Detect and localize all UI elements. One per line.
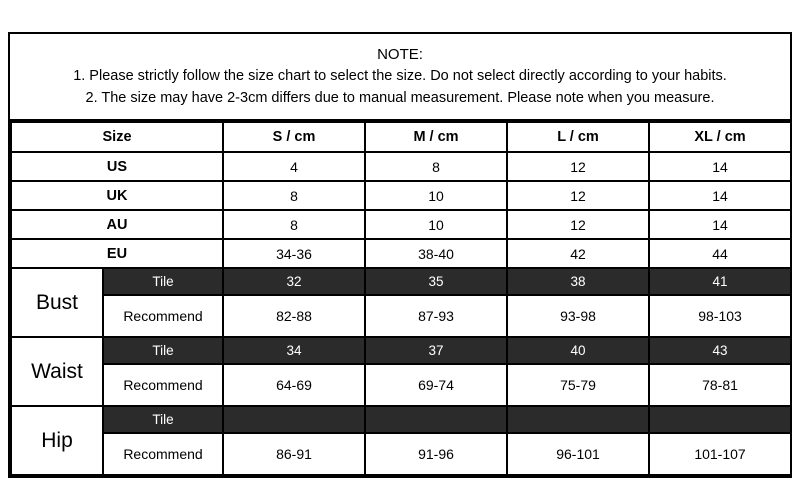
tile-waist-xl: 43 (649, 337, 791, 364)
note-line-1: 1. Please strictly follow the size chart to select the size. Do not select directly according to your habits. (73, 68, 727, 84)
table-row (11, 406, 791, 433)
recommend-waist-s: 64-69 (223, 364, 365, 406)
row-label-au: AU (11, 210, 223, 239)
tile-bust-s: 32 (223, 268, 365, 295)
cell-us-s: 4 (223, 152, 365, 181)
tile-waist-m: 37 (365, 337, 507, 364)
size-chart-table (10, 121, 792, 476)
tile-bust-xl: 41 (649, 268, 791, 295)
cell-au-s: 8 (223, 210, 365, 239)
cell-au-m: 10 (365, 210, 507, 239)
row-label-eu: EU (11, 239, 223, 268)
group-label-hip: Hip (11, 406, 103, 475)
tile-label-bust: Tile (103, 268, 223, 295)
tile-hip-s (223, 406, 365, 433)
header-xl: XL / cm (649, 122, 791, 152)
table-header-row (11, 122, 791, 152)
tile-bust-m: 35 (365, 268, 507, 295)
header-l: L / cm (507, 122, 649, 152)
table-row (11, 433, 791, 475)
recommend-label-waist: Recommend (103, 364, 223, 406)
table-row (11, 152, 791, 181)
recommend-bust-xl: 98-103 (649, 295, 791, 337)
cell-eu-l: 42 (507, 239, 649, 268)
table-row (11, 364, 791, 406)
tile-waist-l: 40 (507, 337, 649, 364)
cell-uk-s: 8 (223, 181, 365, 210)
recommend-hip-xl: 101-107 (649, 433, 791, 475)
cell-au-l: 12 (507, 210, 649, 239)
cell-uk-m: 10 (365, 181, 507, 210)
recommend-waist-xl: 78-81 (649, 364, 791, 406)
recommend-hip-l: 96-101 (507, 433, 649, 475)
header-s: S / cm (223, 122, 365, 152)
row-label-uk: UK (11, 181, 223, 210)
group-label-waist: Waist (11, 337, 103, 406)
row-label-us: US (11, 152, 223, 181)
recommend-hip-m: 91-96 (365, 433, 507, 475)
recommend-label-hip: Recommend (103, 433, 223, 475)
cell-uk-l: 12 (507, 181, 649, 210)
cell-au-xl: 14 (649, 210, 791, 239)
cell-eu-m: 38-40 (365, 239, 507, 268)
recommend-waist-m: 69-74 (365, 364, 507, 406)
header-size: Size (11, 122, 223, 152)
recommend-bust-m: 87-93 (365, 295, 507, 337)
tile-hip-m (365, 406, 507, 433)
note-block (10, 34, 790, 121)
tile-hip-l (507, 406, 649, 433)
cell-us-xl: 14 (649, 152, 791, 181)
recommend-bust-s: 82-88 (223, 295, 365, 337)
note-line-2: 2. The size may have 2-3cm differs due to manual measurement. Please note when you measure. (85, 90, 715, 106)
recommend-hip-s: 86-91 (223, 433, 365, 475)
cell-us-m: 8 (365, 152, 507, 181)
cell-eu-xl: 44 (649, 239, 791, 268)
tile-label-hip: Tile (103, 406, 223, 433)
table-row (11, 295, 791, 337)
recommend-bust-l: 93-98 (507, 295, 649, 337)
table-row (11, 239, 791, 268)
recommend-label-bust: Recommend (103, 295, 223, 337)
cell-us-l: 12 (507, 152, 649, 181)
note-title: NOTE: (377, 46, 423, 63)
table-row (11, 181, 791, 210)
header-m: M / cm (365, 122, 507, 152)
table-row (11, 210, 791, 239)
tile-hip-xl (649, 406, 791, 433)
cell-eu-s: 34-36 (223, 239, 365, 268)
table-row (11, 337, 791, 364)
size-chart-frame (8, 32, 792, 478)
table-row (11, 268, 791, 295)
group-label-bust: Bust (11, 268, 103, 337)
tile-waist-s: 34 (223, 337, 365, 364)
cell-uk-xl: 14 (649, 181, 791, 210)
recommend-waist-l: 75-79 (507, 364, 649, 406)
tile-label-waist: Tile (103, 337, 223, 364)
tile-bust-l: 38 (507, 268, 649, 295)
